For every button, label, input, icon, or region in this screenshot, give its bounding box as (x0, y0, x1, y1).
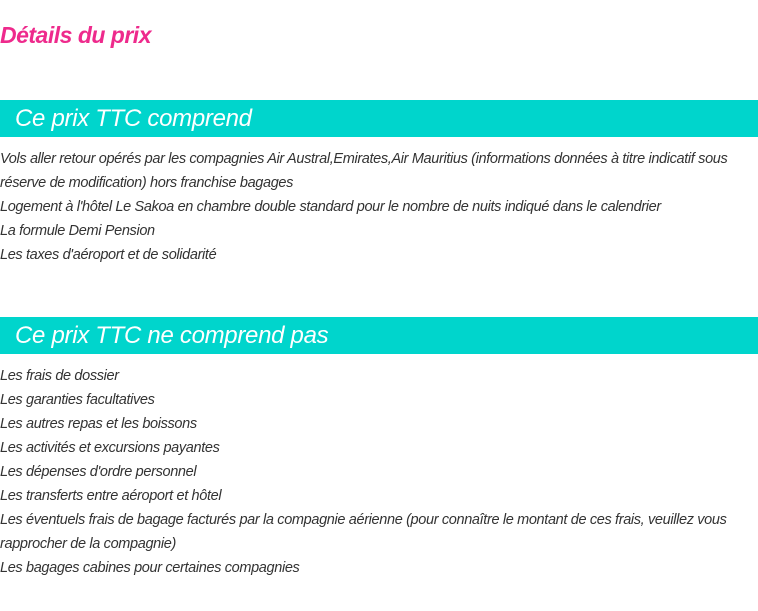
included-item: Les taxes d'aéroport et de solidarité (0, 247, 217, 263)
included-item: Vols aller retour opérés par les compagnies Air Austral,Emirates,Air Mauritius (informations données à titre indicatif sous réserve de modification) hors franchise bagages (0, 151, 728, 191)
included-item: Logement à l'hôtel Le Sakoa en chambre double standard pour le nombre de nuits indiqué dans le calendrier (0, 199, 661, 215)
excluded-item: Les activités et excursions payantes (0, 440, 220, 456)
included-item: La formule Demi Pension (0, 223, 155, 239)
included-section-header: Ce prix TTC comprend (0, 100, 758, 137)
excluded-item: Les frais de dossier (0, 368, 119, 384)
excluded-item: Les transferts entre aéroport et hôtel (0, 488, 222, 504)
included-list (0, 147, 758, 267)
excluded-item: Les garanties facultatives (0, 392, 155, 408)
page-title: Détails du prix (0, 22, 151, 48)
excluded-section-header: Ce prix TTC ne comprend pas (0, 317, 758, 354)
excluded-item: Les autres repas et les boissons (0, 416, 197, 432)
excluded-item: Les éventuels frais de bagage facturés par la compagnie aérienne (pour connaître le montant de ces frais, veuillez vous rapprocher de la compagnie) (0, 512, 727, 552)
excluded-item: Les bagages cabines pour certaines compagnies (0, 560, 300, 576)
excluded-list (0, 364, 758, 580)
excluded-item: Les dépenses d'ordre personnel (0, 464, 197, 480)
